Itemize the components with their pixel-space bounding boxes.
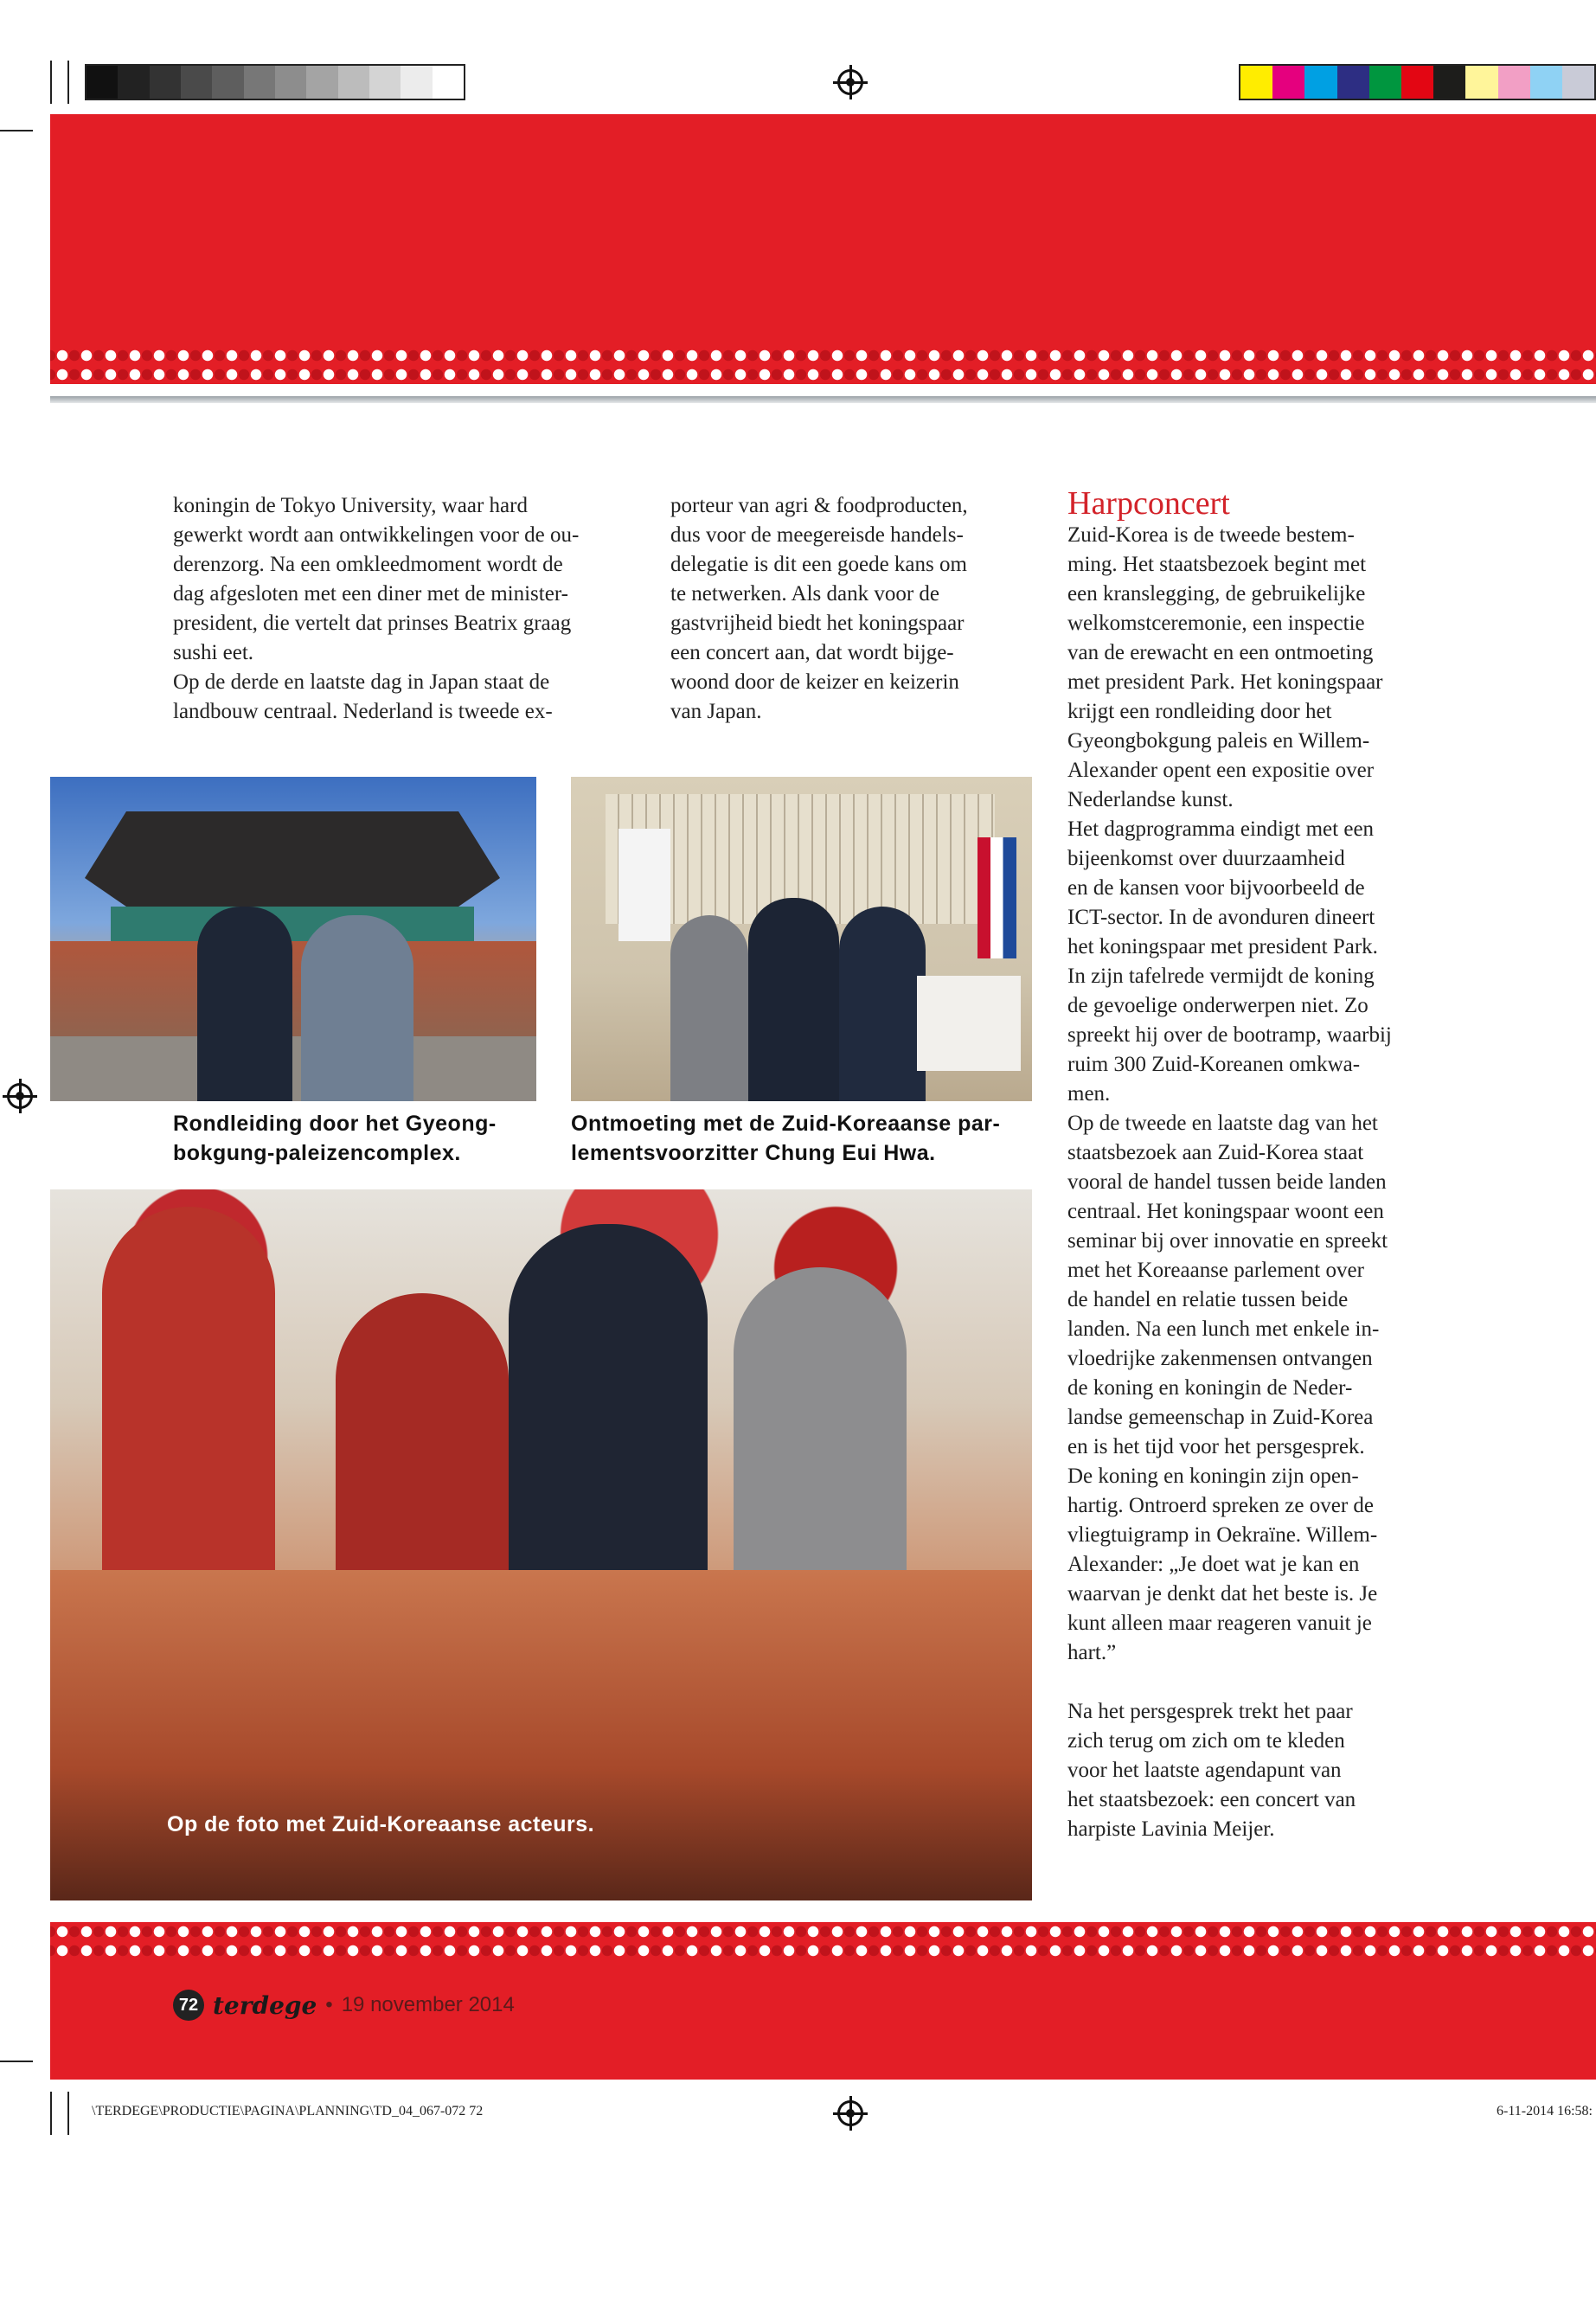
photo-parliament-meeting [571,777,1032,1101]
text-line: Zuid-Korea is de tweede bestem- [1067,523,1355,547]
text-line: voor het laatste agendapunt van [1067,1759,1342,1782]
color-swatch [1240,66,1272,99]
text-line: Nederlandse kunst. [1067,788,1234,811]
text-line: hartig. Ontroerd spreken ze over de [1067,1494,1375,1517]
text-line: centraal. Het koningspaar woont een [1067,1200,1384,1223]
color-swatch [338,66,369,99]
color-swatch [181,66,212,99]
text-line: met het Koreaanse parlement over [1067,1259,1364,1282]
person-silhouette [301,915,413,1101]
grey-calibration-strip [85,64,465,100]
crop-mark [67,2092,69,2135]
crop-mark [0,2061,33,2062]
text-line: gewerkt wordt aan ontwikkelingen voor de ou- [173,523,580,547]
color-swatch [1304,66,1336,99]
text-line: spreekt hij over de bootramp, waarbij [1067,1023,1392,1047]
top-dot-border [50,346,1596,384]
text-line: landse gemeenschap in Zuid-Korea [1067,1406,1374,1429]
text-line: vloedrijke zakenmensen ontvangen [1067,1347,1373,1370]
text-line: waarvan je denkt dat het beste is. Je [1067,1582,1378,1606]
korean-flag-shape [619,829,670,941]
text-line: seminar bij over innovatie en spreekt [1067,1229,1388,1253]
file-path-slug: \TERDEGE\PRODUCTIE\PAGINA\PLANNING\TD_04_067-072 72 [92,2104,484,2118]
person-silhouette [748,898,839,1101]
text-line: en de kansen voor bijvoorbeeld de [1067,876,1365,900]
dutch-flag-shape [977,837,1016,958]
color-swatch [212,66,243,99]
text-line: derenzorg. Na een omkleedmoment wordt de [173,553,563,576]
page-footer [173,1990,515,2021]
color-swatch [1433,66,1465,99]
text-line: vooral de handel tussen beide landen [1067,1170,1387,1194]
text-line: ming. Het staatsbezoek begint met [1067,553,1367,576]
text-line: het koningspaar met president Park. [1067,935,1378,958]
text-line: sushi eet. [173,641,254,664]
text-line: te netwerken. Als dank voor de [670,582,940,606]
text-line: president, die vertelt dat prinses Beatrix graag [173,612,572,635]
article-column-1 [173,491,640,727]
text-line: welkomstceremonie, een inspectie [1067,612,1365,635]
text-line: gastvrijheid biedt het koningspaar [670,612,965,635]
registration-mark-icon [837,2100,863,2126]
crop-mark [50,2092,52,2135]
magazine-logo: terdege [213,1990,317,2020]
text-line: Na het persgesprek trekt het paar [1067,1700,1353,1723]
text-line: landbouw centraal. Nederland is tweede ex- [173,700,553,723]
text-line: een concert aan, dat wordt bijge- [670,641,954,664]
person-silhouette [197,907,292,1101]
text-line: In zijn tafelrede vermijdt de koning [1067,965,1375,988]
text-line: vliegtuigramp in Oekraïne. Willem- [1067,1523,1378,1547]
crowd-shape [50,1570,1032,1900]
print-timestamp: 6-11-2014 16:58: [1497,2104,1593,2118]
color-swatch [433,66,464,99]
footer-separator: • [325,1993,333,2016]
text-line: Op de tweede en laatste dag van het [1067,1112,1378,1135]
registration-mark-icon [837,69,863,95]
armchair-shape [917,976,1021,1071]
article-column-3 [1067,521,1448,1844]
page-number-badge: 72 [173,1990,204,2021]
text-line: harpiste Lavinia Meijer. [1067,1817,1275,1841]
crop-mark [67,61,69,104]
text-line: dus voor de meegereisde handels- [670,523,964,547]
issue-date: 19 november 2014 [341,1993,515,2016]
text-line: staatsbezoek aan Zuid-Korea staat [1067,1141,1364,1164]
top-band-shadow [50,396,1596,403]
bottom-dot-border [50,1922,1596,1960]
color-swatch [1401,66,1433,99]
text-line: dag afgesloten met een diner met de minister- [173,582,568,606]
color-swatch [1465,66,1497,99]
color-calibration-strip [1239,64,1596,100]
person-silhouette [670,915,748,1101]
text-line: Gyeongbokgung paleis en Willem- [1067,729,1370,753]
text-line: Alexander opent een expositie over [1067,759,1375,782]
caption-line: Rondleiding door het Gyeong- [173,1112,497,1136]
text-line: hart.” [1067,1641,1117,1664]
text-line: ruim 300 Zuid-Koreanen omkwa- [1067,1053,1361,1076]
text-line: het staatsbezoek: een concert van [1067,1788,1356,1811]
caption-line: bokgung-paleizencomplex. [173,1141,461,1165]
text-line: ICT-sector. In de avonduren dineert [1067,906,1375,929]
color-swatch [244,66,275,99]
photo-korean-actors [50,1189,1032,1900]
text-line: men. [1067,1082,1111,1106]
caption-line: Ontmoeting met de Zuid-Koreaanse par- [571,1112,1001,1136]
crop-mark [0,130,33,131]
text-line: krijgt een rondleiding door het [1067,700,1332,723]
caption-line: lementsvoorzitter Chung Eui Hwa. [571,1141,936,1165]
article-column-2 [670,491,1034,727]
text-line: De koning en koningin zijn open- [1067,1465,1359,1488]
text-line: van de erewacht en een ontmoeting [1067,641,1374,664]
color-swatch [1272,66,1304,99]
color-swatch [1562,66,1594,99]
person-silhouette [839,907,926,1101]
text-line: Het dagprogramma eindigt met een [1067,817,1375,841]
text-line: de gevoelige onderwerpen niet. Zo [1067,994,1368,1017]
text-line: porteur van agri & foodproducten, [670,494,968,517]
photo-caption-parliament [571,1109,1055,1168]
text-line: landen. Na een lunch met enkele in- [1067,1317,1380,1341]
palace-roof-shape [85,811,500,907]
text-line: zich terug om zich om te kleden [1067,1729,1345,1753]
text-line: koningin de Tokyo University, waar hard [173,494,528,517]
text-line: van Japan. [670,700,762,723]
text-line: delegatie is dit een goede kans om [670,553,967,576]
palace-eave-shape [111,907,474,941]
crop-mark [50,61,52,104]
text-line: met president Park. Het koningspaar [1067,670,1383,694]
photo-palace-tour [50,777,536,1101]
text-line: kunt alleen maar reageren vanuit je [1067,1612,1372,1635]
color-swatch [1337,66,1369,99]
text-line [1067,1668,1448,1697]
color-swatch [369,66,401,99]
text-line: een kranslegging, de gebruikelijke [1067,582,1366,606]
top-red-band [50,114,1596,346]
color-swatch [401,66,432,99]
text-line: bijeenkomst over duurzaamheid [1067,847,1345,870]
text-line: en is het tijd voor het persgesprek. [1067,1435,1365,1458]
photo-caption-palace [173,1109,536,1168]
text-line: de handel en relatie tussen beide [1067,1288,1349,1311]
color-swatch [1498,66,1530,99]
color-swatch [87,66,118,99]
photo-caption-actors: Op de foto met Zuid-Koreaanse acteurs. [167,1812,595,1836]
section-heading: Harpconcert [1067,485,1230,522]
text-line: de koning en koningin de Neder- [1067,1376,1353,1400]
color-swatch [1369,66,1401,99]
text-line: woond door de keizer en keizerin [670,670,959,694]
color-swatch [118,66,149,99]
color-swatch [1530,66,1562,99]
color-swatch [150,66,181,99]
color-swatch [275,66,306,99]
color-swatch [306,66,337,99]
text-line: Op de derde en laatste dag in Japan staat de [173,670,550,694]
text-line: Alexander: „Je doet wat je kan en [1067,1553,1360,1576]
stone-wall-shape [50,1036,536,1101]
registration-mark-icon [7,1083,33,1109]
